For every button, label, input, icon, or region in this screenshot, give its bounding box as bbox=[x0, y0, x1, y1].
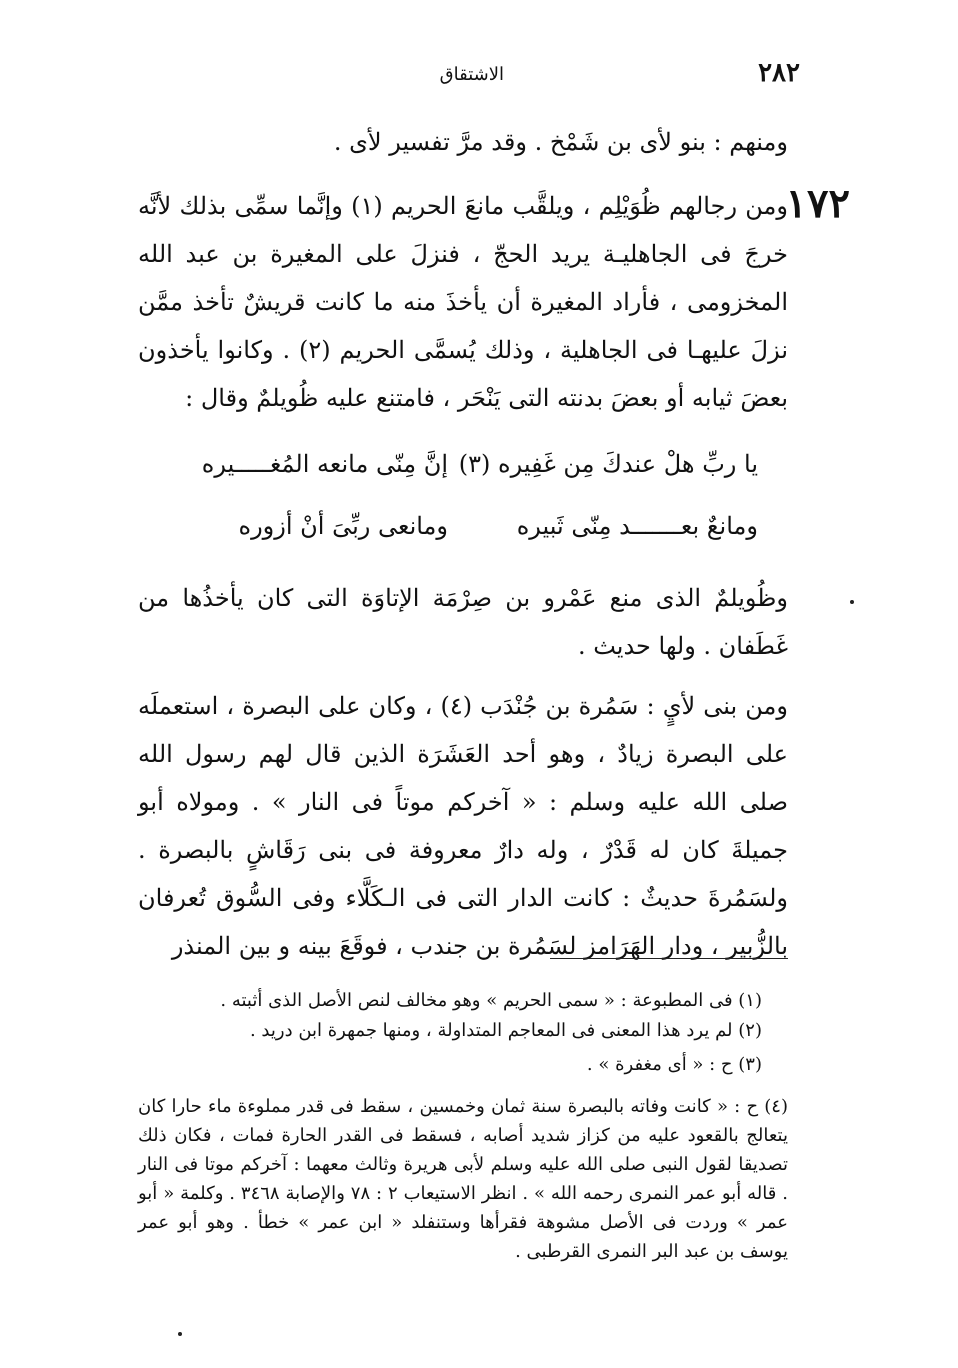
paragraph-3: ومن بنى لأيٍ : سَمُرة بن جُنْدَب (٤) ، وكان على البصرة ، استعملَه على البصرة زيادٌ ، وهو أحد العَشَرَة الذين قال لهم رسول الله صلى الله عليه وسلم : « آخركم موتاً فى النار » . ومولاه أبو جميلةَ كان له قَدْرٌ ، وله دارٌ معروفة فى بنى رَقَاشٍ بالبصرة . ولسَمُرةَ حديثٌ : كانت الدار التى فى الـكَلَّاء وفى السُّوق تُعرفان بالزُّبير ، ودار الهَرَامز لسَمُرة بن جندب ، فوقَعَ بينه و بين المنذر bbox=[138, 692, 789, 960]
footnote-2: (٢) لم يرد هذا المعنى فى المعاجم المتداولة ، ومنها جمهرة ابن دريد . bbox=[249, 1020, 762, 1041]
page-header bbox=[120, 58, 800, 98]
running-title: الاشتقاق bbox=[439, 64, 504, 85]
margin-speck bbox=[850, 600, 854, 604]
verse-line2-second-hemistich: ومانعى ربِّىَ أنْ أزوره bbox=[238, 512, 448, 540]
top-line: ومنهم : بنو لأى بن شَمْخ . وقد مرَّ تفسير لأى . bbox=[333, 128, 788, 156]
footnote-4: (٤) ح : « كانت وفاته بالبصرة سنة ثمان وخمسين ، سقط فى قدر مملوءة ماء حارا كان يتعالج بالقعود عليه من كزاز شديد أصابه ، فسقط فى القدر الحارة فمات ، فكان ذلك تصديقا لقول النبى صلى الله عليه وسلم لأبى هريرة وثالث معهما : آخركم موتا فى النار . قاله أبو عمر النمرى رحمه الله » . انظر الاستيعاب ٢ : ٧٨ والإصابة ٣٤٦٨ . وكلمة « أبو عمر » وردت فى الأصل مشوهة فقرأها وستنفلد « ابن عمر » خطأ . وهو أبو عمر يوسف بن عبد البر النمرى القرطبى . bbox=[138, 1096, 788, 1262]
paragraph-1: ومن رجالهم ظُوَيْلِم ، ويلقَّب مانعَ الحريم (١) وإنَّما سمِّى بذلك لأنَّه خرجَ فى الجاهليـة يريد الحجّ ، فنزلَ على المغيرة بن عبد الله المخزومى ، فأراد المغيرة أن يأخذَ منه ما كانت قريشٌ تأخذ ممَّن نزلَ عليهـا فى الجاهلية ، وذلك يُسمَّى الحريم (٢) . وكانوا يأخذون بعضَ ثيابه أو بعضَ بدنته التى يَنْحَر ، فامتنع عليه ظُويلمٌ وقال : bbox=[138, 192, 788, 412]
footnote-1: (١) فى المطبوعة : « سمى الحريم » وهو مخالف لنص الأصل الذى أثبته . bbox=[220, 990, 762, 1011]
footnote-3: (٣) ح : « أى مغفرة » . bbox=[586, 1054, 762, 1075]
paragraph-2: وظُويلمٌ الذى منع عَمْرو بن صِرْمَة الإتاوَة التى كان يأخذُها من غَطَفان . ولها حديث . bbox=[138, 584, 788, 660]
verse-line1-second-hemistich: إنَّ مِنّى مانعه المُغـــــيره bbox=[201, 450, 448, 478]
page-number: ٢٨٢ bbox=[758, 58, 800, 88]
verse-line2-first-hemistich: ومانعٌ بعـــــــد مِنّى ثَبيره bbox=[516, 512, 758, 540]
footnote-separator bbox=[550, 958, 788, 959]
margin-speck bbox=[178, 1332, 182, 1336]
section-number: ١٧٢ bbox=[785, 180, 850, 227]
verse-line1-first-hemistich: يا ربِّ هلْ عندكَ مِن غَفِيره (٣) bbox=[458, 450, 758, 478]
